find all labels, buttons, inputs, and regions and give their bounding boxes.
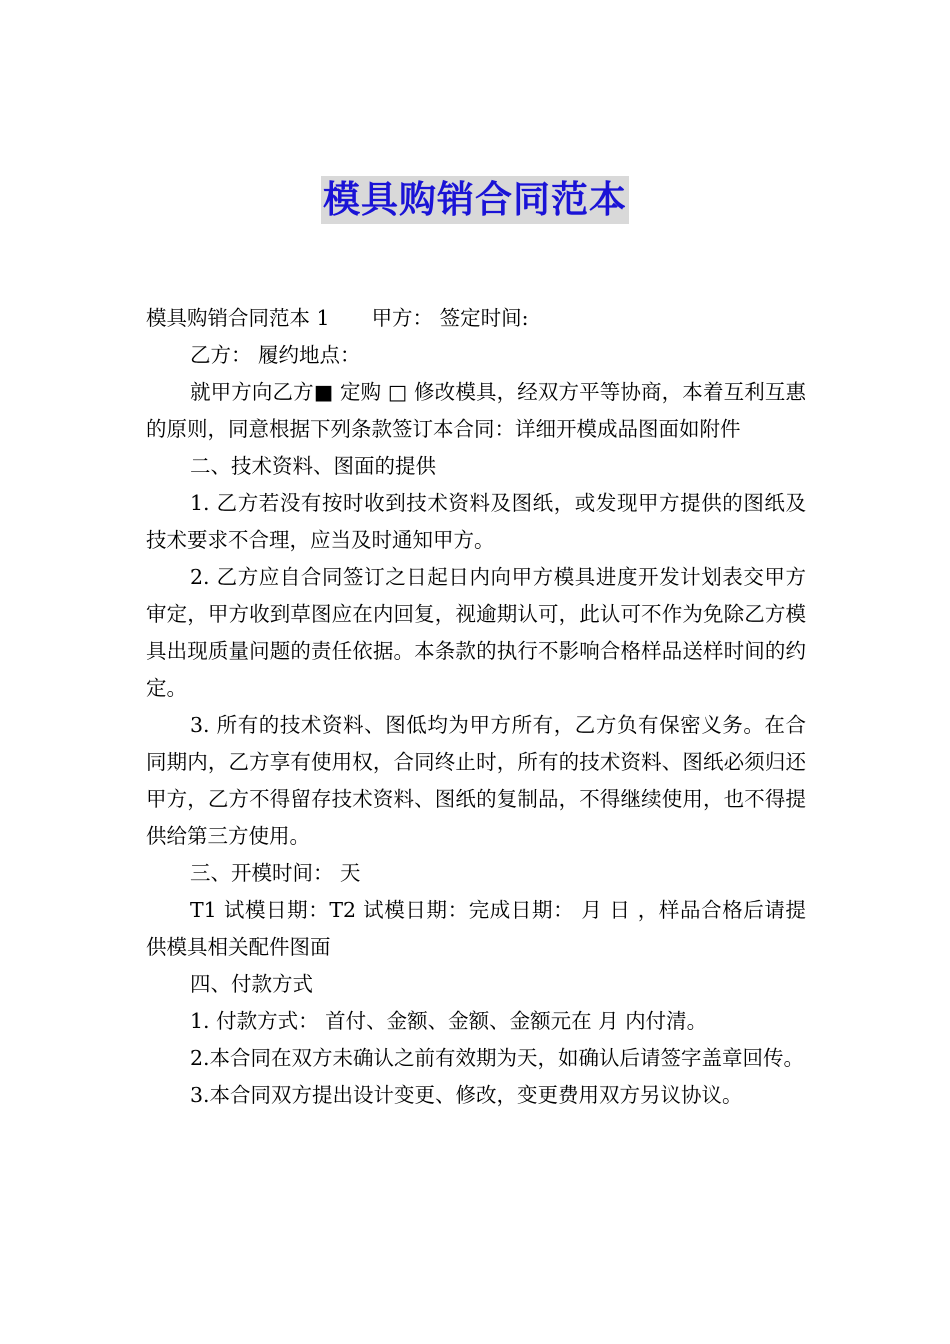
- section-heading-4: 四、付款方式: [190, 972, 313, 996]
- document-body: [146, 300, 806, 1114]
- section-heading-3: 三、开模时间： 天: [190, 861, 361, 885]
- sign-time-label: 签定时间:: [439, 306, 529, 330]
- paragraph-intro: 就甲方向乙方■ 定购 □ 修改模具，经双方平等协商，本着互利互惠的原则，同意根据下列条款签订本合同：详细开模成品图面如附件: [146, 380, 806, 441]
- page-title: 模具购销合同范本: [321, 176, 629, 224]
- doc-name: 模具购销合同范本 1: [146, 306, 330, 330]
- clause-2-1: 1. 乙方若没有按时收到技术资料及图纸，或发现甲方提供的图纸及技术要求不合理，应当及时通知甲方。: [146, 491, 806, 552]
- clause-4-3: 3.本合同双方提出设计变更、修改，变更费用双方另议协议。: [190, 1083, 743, 1107]
- clause-2-3: 3. 所有的技术资料、图低均为甲方所有，乙方负有保密义务。在合同期内，乙方享有使用权，合同终止时，所有的技术资料、图纸必须归还甲方，乙方不得留存技术资料、图纸的复制品，不得继续使用，也不得提供给第三方使用。: [146, 713, 806, 848]
- header-line: [146, 300, 806, 337]
- clause-2-2: 2. 乙方应自合同签订之日起日内向甲方模具进度开发计划表交甲方审定，甲方收到草图应在内回复，视逾期认可，此认可不作为免除乙方模具出现质量问题的责任依据。本条款的执行不影响合格样品送样时间的约定。: [146, 565, 806, 700]
- clause-4-1: 1. 付款方式： 首付、金额、金额、金额元在 月 内付清。: [190, 1009, 708, 1033]
- clause-3-dates: T1 试模日期：T2 试模日期：完成日期： 月 日 ，样品合格后请提供模具相关配件图面: [146, 898, 806, 959]
- party-a-label: 甲方：: [371, 306, 434, 330]
- paragraph-party-b: 乙方： 履约地点：: [190, 343, 361, 367]
- title-container: [0, 176, 950, 224]
- clause-4-2: 2.本合同在双方未确认之前有效期为天，如确认后请签字盖章回传。: [190, 1046, 805, 1070]
- section-heading-2: 二、技术资料、图面的提供: [190, 454, 436, 478]
